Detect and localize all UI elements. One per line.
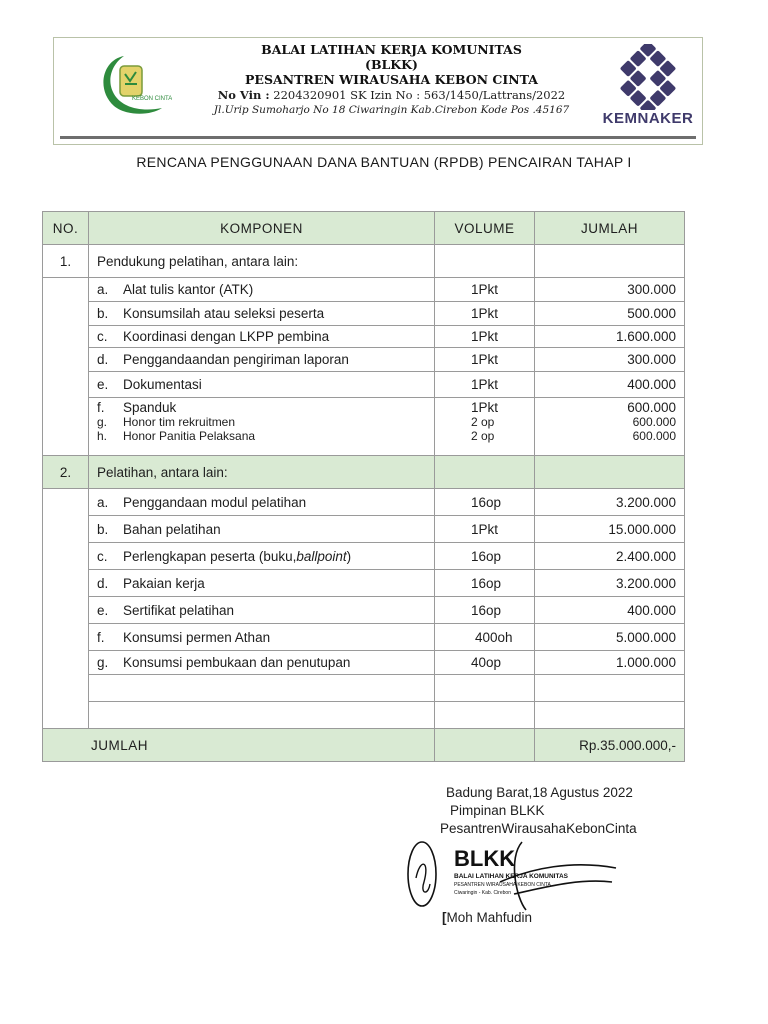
blkk-logo-icon xyxy=(92,50,172,120)
institution-abbr: (BLKK) xyxy=(365,57,418,72)
table-row: b. Konsumsilah atau seleksi peserta 1Pkt 500.000 xyxy=(43,302,685,326)
item-name-italic: ballpoint xyxy=(296,548,347,564)
item-volume: 16op xyxy=(435,570,535,597)
pesantren-name: PESANTREN WIRAUSAHA KEBON CINTA xyxy=(245,72,538,87)
table-row: f. Konsumsi permen Athan 400oh 5.000.000 xyxy=(43,624,685,651)
table-row: a. Penggandaan modul pelatihan 16op 3.200.000 xyxy=(43,489,685,516)
signatory-org: PesantrenWirausahaKebonCinta xyxy=(440,821,637,836)
table-row-empty xyxy=(43,675,685,702)
section-label: Pelatihan, antara lain: xyxy=(89,456,435,489)
item-name: Koordinasi dengan LKPP pembina xyxy=(123,329,330,344)
item-name: Perlengkapan peserta (buku, xyxy=(123,548,297,564)
item-volume: 1Pkt xyxy=(435,516,535,543)
total-label: JUMLAH xyxy=(43,729,435,762)
document-title: RENCANA PENGGUNAAN DANA BANTUAN (RPDB) PENCAIRAN TAHAP I xyxy=(136,154,632,170)
item-name: Honor Panitia Pelaksana xyxy=(123,429,256,443)
item-amount: 600.000 xyxy=(627,400,676,415)
item-amount: 1.000.000 xyxy=(535,651,685,675)
item-volume: 1Pkt xyxy=(435,326,535,348)
item-volume: 2 op xyxy=(471,415,495,429)
table-row: a. Alat tulis kantor (ATK) 1Pkt 300.000 xyxy=(43,278,685,302)
item-name: Pakaian kerja xyxy=(123,575,205,591)
letterhead-text xyxy=(194,42,589,117)
item-name: Spanduk xyxy=(123,400,177,415)
vin-label: No Vin : xyxy=(217,88,270,102)
section-no: 1. xyxy=(43,245,89,278)
header-volume: VOLUME xyxy=(435,212,535,245)
table-row: g. Konsumsi pembukaan dan penutupan 40op 1.000.000 xyxy=(43,651,685,675)
item-name: Penggandaan modul pelatihan xyxy=(123,494,307,510)
item-volume: 1Pkt xyxy=(435,302,535,326)
vin-line xyxy=(194,88,589,103)
signature-block xyxy=(440,784,690,838)
item-name: Sertifikat pelatihan xyxy=(123,602,235,618)
item-volume: 1Pkt xyxy=(471,400,499,415)
table-row-empty xyxy=(43,702,685,729)
header-no: NO. xyxy=(43,212,89,245)
item-name: Alat tulis kantor (ATK) xyxy=(123,282,254,297)
item-amount: 400.000 xyxy=(535,372,685,398)
section-label: Pendukung pelatihan, antara lain: xyxy=(89,245,435,278)
table-row: c. Koordinasi dengan LKPP pembina 1Pkt 1.600.000 xyxy=(43,326,685,348)
item-amount: 300.000 xyxy=(535,278,685,302)
section-row xyxy=(43,456,685,489)
item-amount: 600.000 xyxy=(632,415,676,429)
signatory-name: [Moh Mahfudin xyxy=(442,910,533,925)
table-row: d. Pakaian kerja 16op 3.200.000 xyxy=(43,570,685,597)
kemnaker-logo-icon xyxy=(594,44,702,110)
item-amount: 5.000.000 xyxy=(535,624,685,651)
left-logo-text: KEBON CINTA xyxy=(132,96,172,102)
item-volume: 16op xyxy=(435,543,535,570)
section-no: 2. xyxy=(43,456,89,489)
kemnaker-text: KEMNAKER xyxy=(602,110,694,127)
item-name: Honor tim rekruitmen xyxy=(123,415,236,429)
table-row: c. Perlengkapan peserta (buku,ballpoint) 16op 2.400.000 xyxy=(43,543,685,570)
stamp-subtitle: BALAI LATIHAN KERJA KOMUNITAS xyxy=(454,873,568,880)
blkk-stamp-icon xyxy=(402,838,622,920)
item-name: Konsumsilah atau seleksi peserta xyxy=(123,306,325,321)
item-volume: 40op xyxy=(435,651,535,675)
item-name: Konsumsi permen Athan xyxy=(123,629,271,645)
place-date: Badung Barat,18 Agustus 2022 xyxy=(446,785,633,800)
item-amount: 600.000 xyxy=(632,429,676,443)
item-amount: 2.400.000 xyxy=(535,543,685,570)
item-amount: 3.200.000 xyxy=(535,570,685,597)
item-amount: 300.000 xyxy=(535,348,685,372)
signatory-role: Pimpinan BLKK xyxy=(450,803,545,818)
item-volume: 16op xyxy=(435,489,535,516)
item-amount: 15.000.000 xyxy=(535,516,685,543)
letterhead-divider xyxy=(60,136,696,139)
section-row xyxy=(43,245,685,278)
item-volume: 2 op xyxy=(471,429,495,443)
item-volume: 1Pkt xyxy=(435,348,535,372)
item-volume: 400oh xyxy=(435,624,535,651)
total-row xyxy=(43,729,685,762)
item-volume: 1Pkt xyxy=(435,372,535,398)
institution-name: BALAI LATIHAN KERJA KOMUNITAS xyxy=(261,42,522,57)
address: Jl.Urip Sumoharjo No 18 Ciwaringin Kab.Cirebon Kode Pos .45167 xyxy=(213,104,570,116)
table-row: b. Bahan pelatihan 1Pkt 15.000.000 xyxy=(43,516,685,543)
rpdb-table xyxy=(42,211,685,762)
item-volume: 16op xyxy=(435,597,535,624)
item-name: Konsumsi pembukaan dan penutupan xyxy=(123,655,351,670)
vin-text: 2204320901 SK Izin No : 563/1450/Lattrans/2022 xyxy=(273,88,566,102)
item-amount: 1.600.000 xyxy=(535,326,685,348)
item-name: Bahan pelatihan xyxy=(123,521,221,537)
stamp-subtitle-2: PESANTREN WIRAUSAHA KEBON CINTA xyxy=(454,882,551,888)
header-jumlah: JUMLAH xyxy=(535,212,685,245)
total-amount: Rp.35.000.000,- xyxy=(535,729,685,762)
item-amount: 400.000 xyxy=(535,597,685,624)
header-komponen: KOMPONEN xyxy=(89,212,435,245)
item-name: Penggandaandan pengiriman laporan xyxy=(123,352,349,367)
table-row: e. Sertifikat pelatihan 16op 400.000 xyxy=(43,597,685,624)
item-name: Dokumentasi xyxy=(123,377,202,392)
table-row: e. Dokumentasi 1Pkt 400.000 xyxy=(43,372,685,398)
letterhead xyxy=(53,37,703,145)
stamp-subtitle-3: Ciwaringin - Kab. Cirebon xyxy=(454,890,511,896)
item-amount: 500.000 xyxy=(535,302,685,326)
item-volume: 1Pkt xyxy=(435,278,535,302)
table-header-row xyxy=(43,212,685,245)
table-row-grouped: f. Spanduk g. Honor tim rekruitmen h. Honor Panitia Pelaksana 1Pkt 2 op 2 op 600.000 600.000 600.000 xyxy=(43,398,685,456)
stamp-title: BLKK xyxy=(454,846,516,871)
item-amount: 3.200.000 xyxy=(535,489,685,516)
table-row: d. Penggandaandan pengiriman laporan 1Pkt 300.000 xyxy=(43,348,685,372)
kemnaker-logo xyxy=(594,44,702,130)
